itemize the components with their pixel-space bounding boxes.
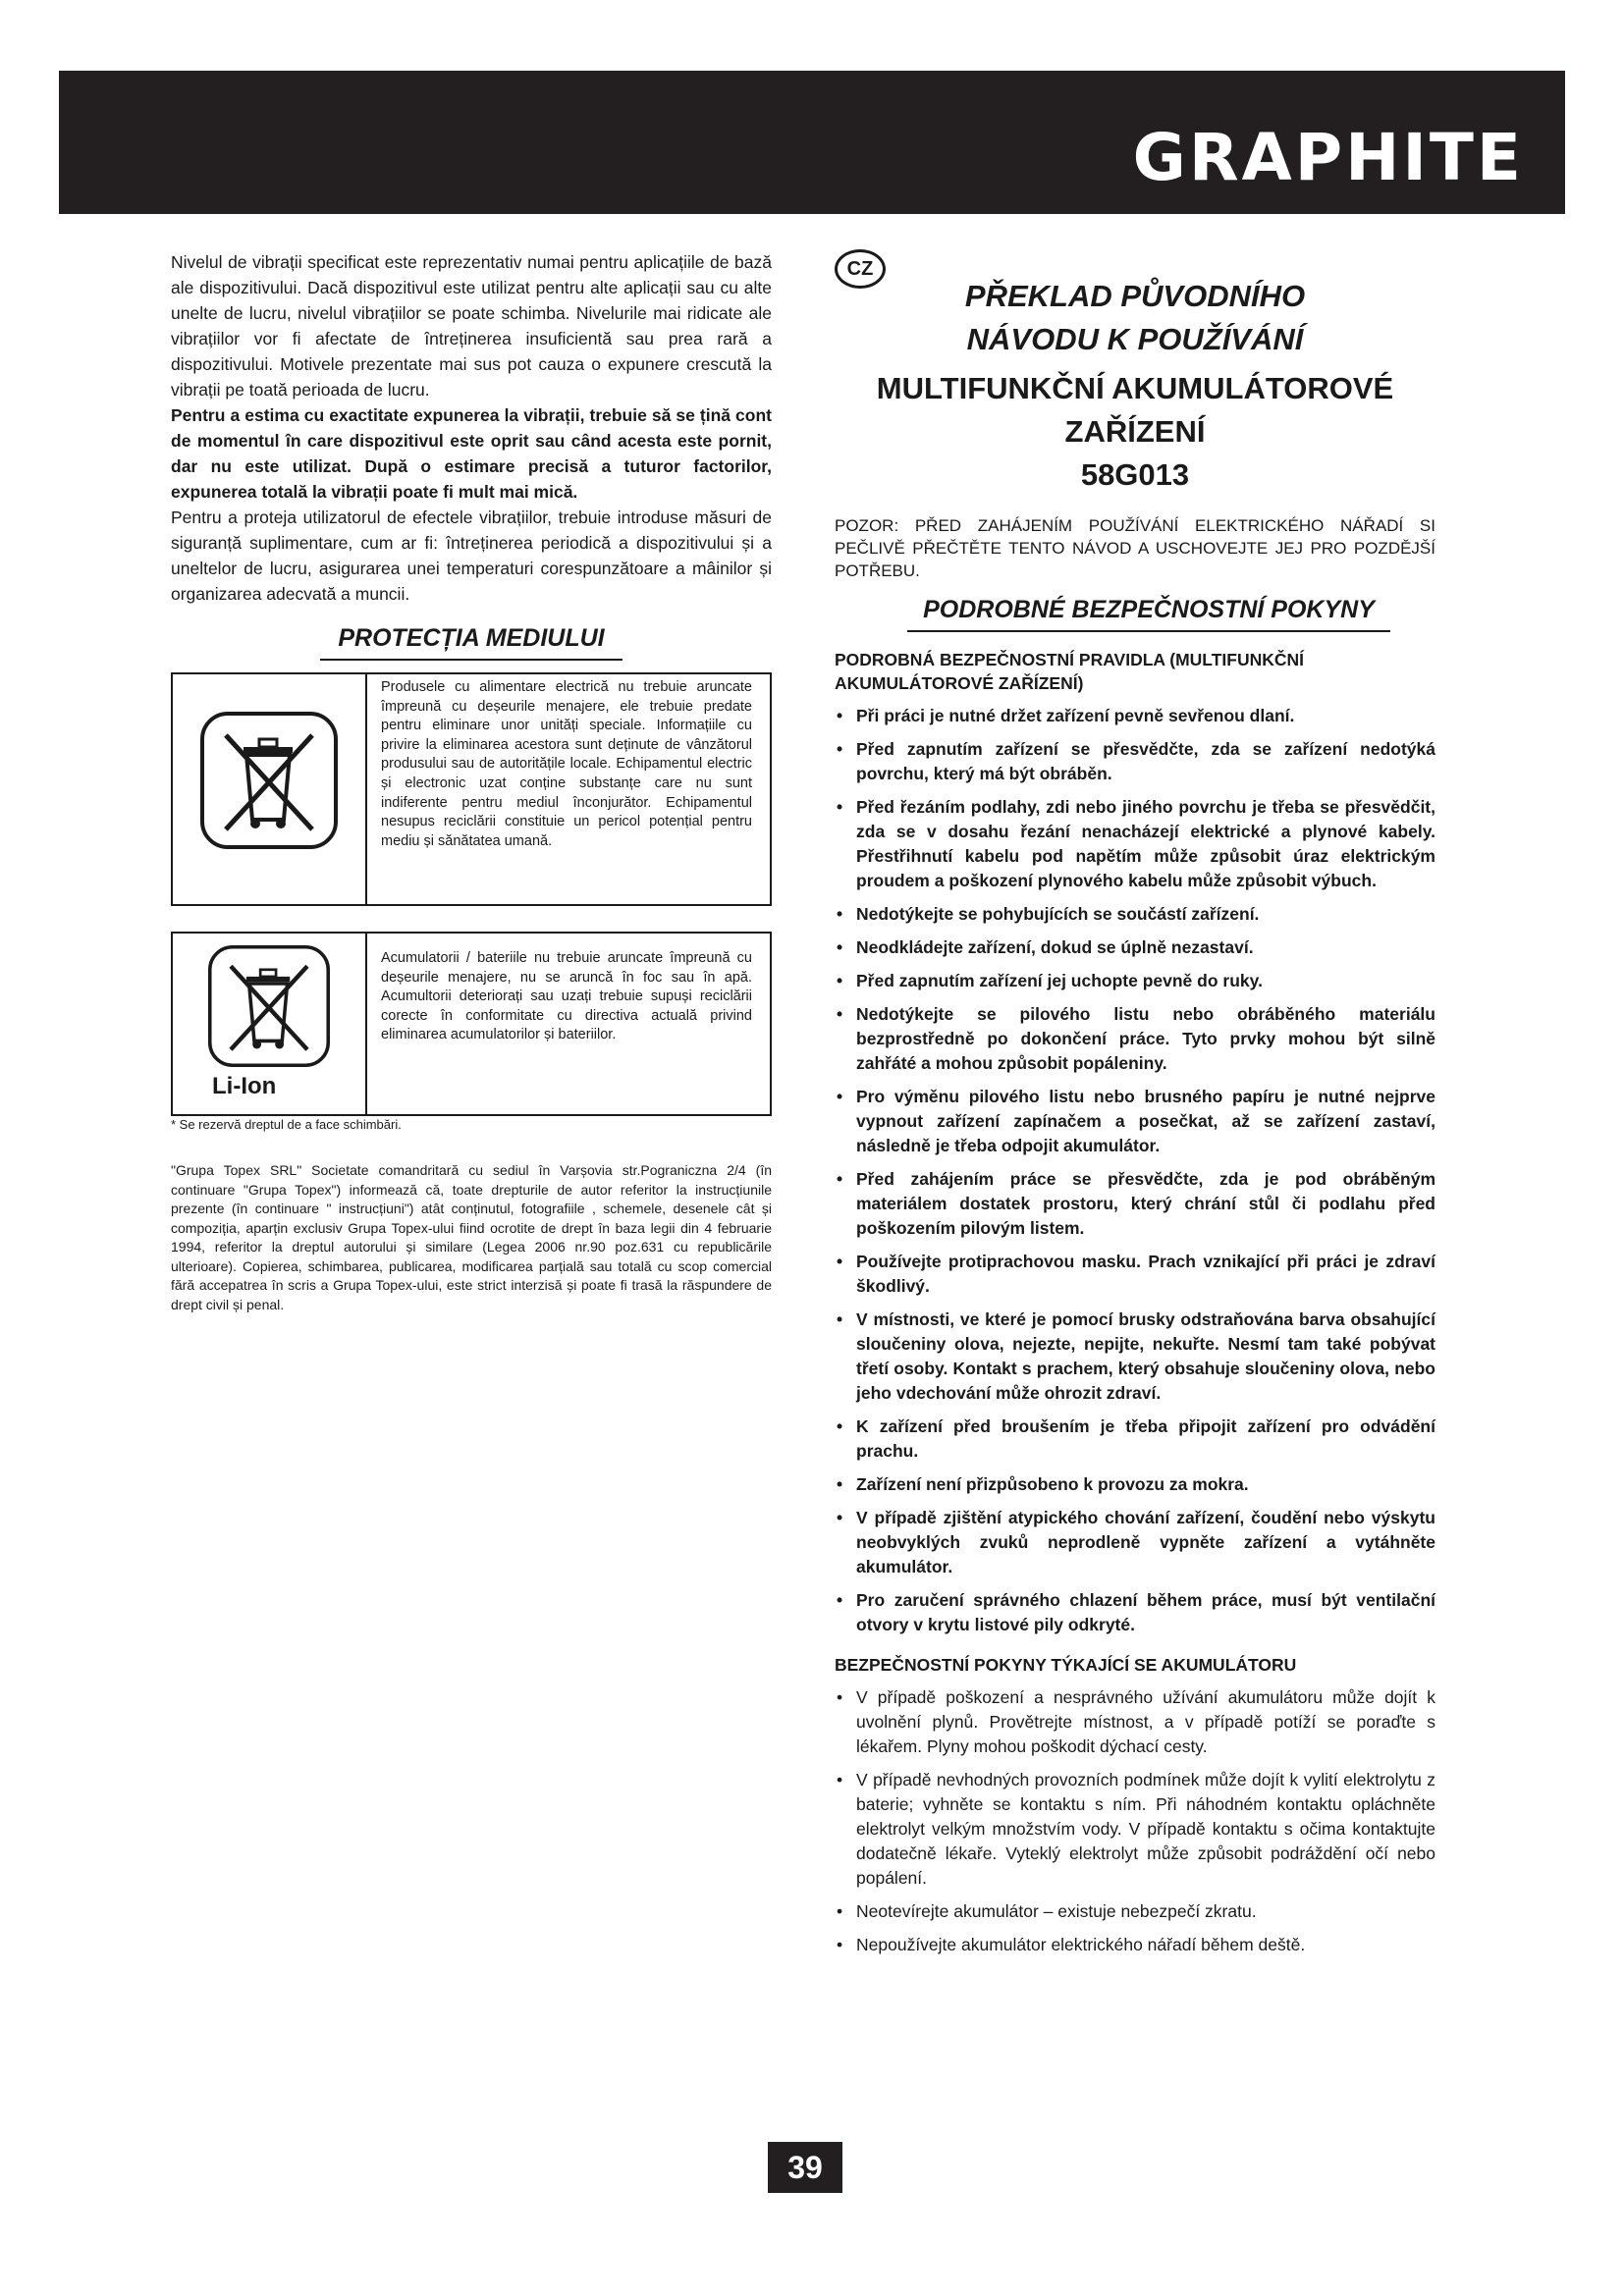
- battery-box: [171, 932, 772, 1116]
- list-item: • Nedotýkejte se pohybujících se součástí zařízení.: [835, 902, 1435, 927]
- list-item: • Používejte protiprachovou masku. Prach vznikající při práci je zdraví škodlivý.: [835, 1250, 1435, 1299]
- list-item: • Při práci je nutné držet zařízení pevně sevřenou dlaní.: [835, 704, 1435, 728]
- vibration-paragraph-2: Pentru a estima cu exactitate expunerea la vibrații, trebuie să se țină cont de momentul în care dispozitivul este oprit sau când acesta este pornit, dar nu este utilizat. După o estimare precisă a tuturor factorilor, expunerea totală la vibrații poate fi mult mai mică.: [171, 405, 772, 502]
- list-item: • V místnosti, ve které je pomocí brusky odstraňována barva obsahující sloučeniny olova, nejezte, nepijte, nekuřte. Nesmí tam také pobývat třetí osoby. Kontakt s prachem, který obsahuje sloučeniny olova, nebo jeho vdechování může ohrozit zdraví.: [835, 1308, 1435, 1406]
- list-item: • Nedotýkejte se pilového listu nebo obráběného materiálu bezprostředně po dokončení práce. Tyto prvky mohou být silně zahřáté a mohou způsobit popáleniny.: [835, 1002, 1435, 1076]
- safety-heading: PODROBNÉ BEZPEČNOSTNÍ POKYNY: [907, 596, 1390, 632]
- list-item: • Pro výměnu pilového listu nebo brusného papíru je nutné nejprve vypnout zařízení zapínačem a posečkat, až se zařízení zastaví, následně je třeba odpojit akumulátor.: [835, 1085, 1435, 1158]
- rights-reserved-note: * Se rezervă dreptul de a face schimbări.: [171, 1117, 402, 1132]
- list-item: • Zařízení není přizpůsobeno k provozu za mokra.: [835, 1472, 1435, 1497]
- title-line-2: NÁVODU K POUŽÍVÁNÍ: [966, 322, 1304, 356]
- list-item: • Před zahájením práce se přesvědčte, zda je pod obráběným materiálem dostatek prostoru, který chrání stůl či podlahu před poškozením pilovým listem.: [835, 1167, 1435, 1241]
- model-number: 58G013: [1080, 457, 1190, 492]
- right-column: [835, 249, 1435, 1957]
- battery-disposal-text: Acumulatorii / bateriile nu trebuie aruncate împreună cu deșeurile menajere, nu se aruncă în foc sau în apă. Acumultorii deteriorați sau uzați trebuie supuși reciclării corecte în conformitate cu directiva actuală privind eliminarea acumulatorilor și bateriilor.: [381, 950, 752, 1043]
- header-bar: [59, 71, 1565, 214]
- list-item: • Neodkládejte zařízení, dokud se úplně nezastaví.: [835, 935, 1435, 960]
- detailed-rules-subheading: PODROBNÁ BEZPEČNOSTNÍ PRAVIDLA (MULTIFUNKČNÍ AKUMULÁTOROVÉ ZAŘÍZENÍ): [835, 650, 1304, 693]
- crossed-bin-icon: [208, 945, 330, 1067]
- list-item: • V případě poškození a nesprávného užívání akumulátoru může dojít k uvolnění plynů. Provětrejte místnost, a v případě potíží se poraďte s lékařem. Plyny mohou poškodit dýchací cesty.: [835, 1685, 1435, 1759]
- title-line-4: ZAŘÍZENÍ: [1064, 414, 1206, 449]
- list-item: • V případě nevhodných provozních podmínek může dojít k vylití elektrolytu z baterie; vyhněte se kontaktu s ním. Při náhodném kontaktu opláchněte elektrolyt velkým množstvím vody. V případě kontaktu s očima kontaktujte dodatečně lékaře. Vyteklý elektrolyt může způsobit podráždění očí nebo popálení.: [835, 1768, 1435, 1891]
- weee-text: Produsele cu alimentare electrică nu trebuie aruncate împreună cu deșeurile menajere, ele trebuie predate pentru eliminare unor unități speciale. Informațiile cu privire la eliminarea acestora sunt deținute de vânzătorul produsului sau de autoritățile locale. Echipamentul electric și electronic uzat conține substanțe care nu sunt indiferente pentru mediul înconjurător. Echipamentul nesupus reciclării constituie un pericol potențial pentru mediu și sănătatea umană.: [381, 679, 752, 849]
- list-item: • V případě zjištění atypického chování zařízení, čoudění nebo výskytu neobvyklých zvuků neprodleně vypněte zařízení a vytáhněte akumulátor.: [835, 1506, 1435, 1579]
- list-item: • Před zapnutím zařízení se přesvědčte, zda se zařízení nedotýká povrchu, který má být obráběn.: [835, 737, 1435, 786]
- title-line-1: PŘEKLAD PŮVODNÍHO: [964, 279, 1306, 313]
- safety-rules-list: [835, 704, 1435, 1637]
- list-item: • Neotevírejte akumulátor – existuje nebezpečí zkratu.: [835, 1899, 1435, 1924]
- warning-text: POZOR: PŘED ZAHÁJENÍM POUŽÍVÁNÍ ELEKTRICKÉHO NÁŘADÍ SI PEČLIVĚ PŘEČTĚTE TENTO NÁVOD A USCHOVEJTE JEJ PRO POZDĚJŠÍ POTŘEBU.: [835, 516, 1435, 580]
- vibration-paragraph-1: Nivelul de vibrații specificat este reprezentativ numai pentru aplicațiile de bază ale dispozitivului. Dacă dispozitivul este utilizat pentru alte aplicații sau cu alte unelte de lucru, nivelul vibrațiilor se poate schimba. Nivelurile mai ridicate ale vibrațiilor vor fi afectate de întreținerea insuficientă sau prea rară a dispozitivului. Motivele prezentate mai sus pot cauza o expunere crescută la vibrații pe toată perioada de lucru.: [171, 252, 772, 400]
- copyright-notice: "Grupa Topex SRL" Societate comandritară cu sediul în Varșovia str.Pograniczna 2/4 (în continuare "Grupa Topex") informează că, toate drepturile de autor referitor la instrucțiunile prezente (în continuare " instrucțiuni") atât conținutul, fotografiile , schemele, desenele cât și compoziția, aparțin exclusiv Grupa Topex-ului fiind ocrotite de drept în baza legii din 4 februarie 1994, referitor la dreptul autorului și similare (Legea 2006 nr.90 poz.631 cu republicările ulterioare). Copierea, schimbarea, publicarea, modificarea parțială sau totală cu scop comercial fără accepatrea în scris a Grupa Topex-ului, este strict interzisă și poate fi trasă la răspundere de drept civil și penal.: [171, 1162, 772, 1312]
- title-line-3: MULTIFUNKČNÍ AKUMULÁTOROVÉ: [876, 371, 1394, 405]
- battery-rules-subheading: BEZPEČNOSTNÍ POKYNY TÝKAJÍCÍ SE AKUMULÁTORU: [835, 1655, 1297, 1675]
- list-item: • Před řezáním podlahy, zdi nebo jiného povrchu je třeba se přesvědčit, zda se v dosahu řezání nenacházejí elektrické a plynové kabely. Přestřihnutí kabelu pod napětím může způsobit úraz elektrickým proudem a poškození plynového kabelu může způsobit výbuch.: [835, 795, 1435, 893]
- page-number: 39: [768, 2142, 842, 2193]
- left-column: [171, 249, 772, 1314]
- vibration-paragraph-3: Pentru a proteja utilizatorul de efectele vibrațiilor, trebuie introduse măsuri de siguranță suplimentare, cum ar fi: întreținerea periodică a dispozitivului și a uneltelor de lucru, asigurarea unei temperaturi corespunzătoare a mâinilor și organizarea adecvată a muncii.: [171, 507, 772, 604]
- list-item: • Nepoužívejte akumulátor elektrického nářadí během deště.: [835, 1933, 1435, 1957]
- battery-rules-list: [835, 1685, 1435, 1957]
- weee-box: [171, 672, 772, 906]
- weee-icon-cell: [173, 674, 367, 904]
- environment-heading: PROTECȚIA MEDIULUI: [320, 624, 623, 661]
- crossed-bin-icon: [200, 712, 338, 849]
- li-ion-label: Li-Ion: [212, 1073, 277, 1099]
- brand-logo: GRAPHITE: [1132, 120, 1524, 195]
- list-item: • Pro zaručení správného chlazení během práce, musí být ventilační otvory v krytu listové pily odkryté.: [835, 1588, 1435, 1637]
- list-item: • Před zapnutím zařízení jej uchopte pevně do ruky.: [835, 969, 1435, 993]
- list-item: • K zařízení před broušením je třeba připojit zařízení pro odvádění prachu.: [835, 1415, 1435, 1464]
- language-badge: CZ: [835, 249, 886, 289]
- battery-icon-cell: [173, 934, 367, 1114]
